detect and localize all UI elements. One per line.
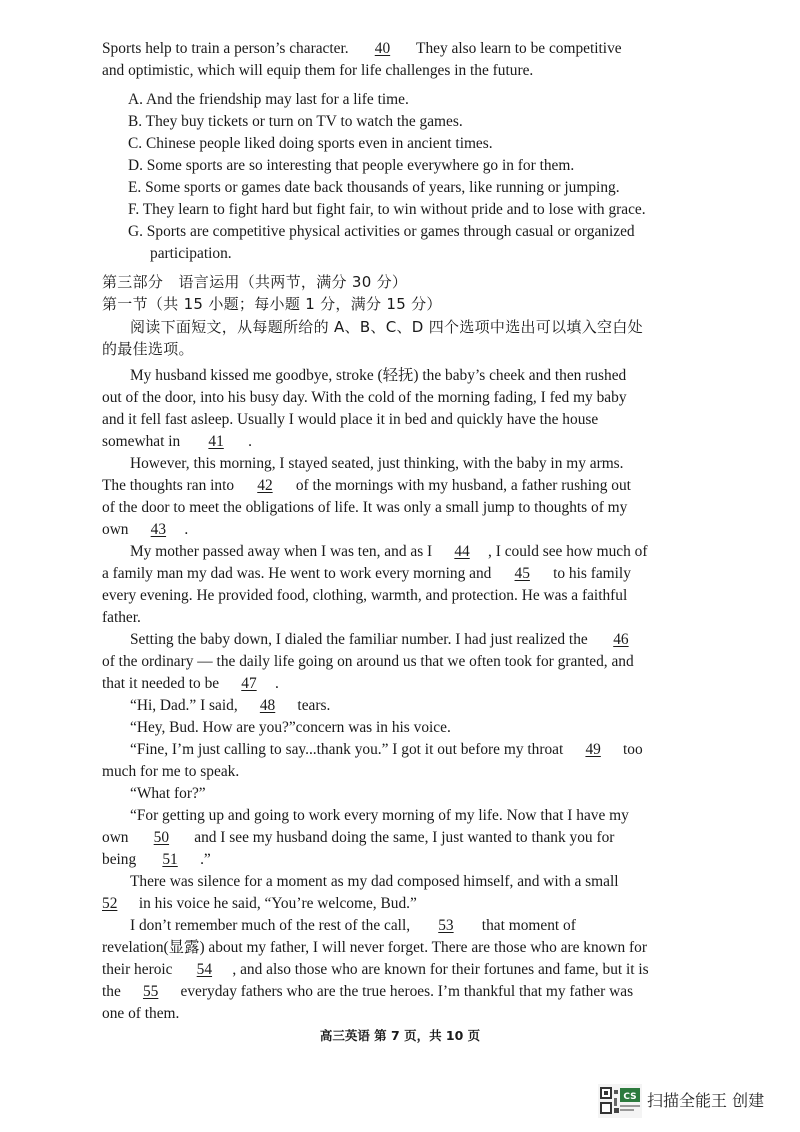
blank-40[interactable]: 40 [374,40,391,57]
story-line: The thoughts ran into 42 of the mornings with my husband, a father rushing out [102,477,631,494]
story-line: their heroic 54 , and also those who are known for their fortunes and fame, but it is [102,961,649,978]
blank-43[interactable]: 43 [150,521,167,538]
story-line: every evening. He provided food, clothing, warmth, and protection. He was a faithful [102,587,628,604]
story-line: one of them. [102,1005,180,1022]
blank-53[interactable]: 53 [438,917,454,934]
option-d: D. Some sports are so interesting that people everywhere go in for them. [128,157,575,174]
blank-44[interactable]: 44 [454,543,470,560]
blank-51[interactable]: 51 [162,851,178,868]
story-line: own 43 . [102,521,189,538]
option-g-cont: participation. [150,245,232,262]
option-f: F. They learn to fight hard but fight fair, to win without pride and to lose with grace. [128,201,646,218]
story-line: “For getting up and going to work every morning of my life. Now that I have my [130,807,629,824]
story-line: and it fell fast asleep. Usually I would place it in bed and quickly have the house [102,411,599,428]
blank-52[interactable]: 52 [102,895,118,912]
option-e: E. Some sports or games date back thousands of years, like running or jumping. [128,179,620,196]
camscanner-logo-icon [598,1084,642,1118]
logo-mark-text: CS [623,1092,637,1102]
story-line: However, this morning, I stayed seated, just thinking, with the baby in my arms. [130,455,624,472]
blank-42[interactable]: 42 [257,477,273,494]
part-title: 第三部分 语言运用（共两节，满分 30 分） [102,273,408,291]
blank-49[interactable]: 49 [585,741,601,758]
story-line: 52 in his voice he said, “You’re welcome, Bud.” [102,895,417,912]
story-line: My husband kissed me goodbye, stroke (轻抚) the baby’s cheek and then rushed [130,367,627,384]
story-line: I don’t remember much of the rest of the call, 53 that moment of [130,917,576,934]
story-line: somewhat in 41 . [102,433,252,450]
story-line: much for me to speak. [102,763,240,780]
instruction: 阅读下面短文，从每题所给的 A、B、C、D 四个选项中选出可以填入空白处 [130,318,643,336]
story-line: “Fine, I’m just calling to say...thank you.” I got it out before my throat 49 too [130,741,643,758]
blank-41[interactable]: 41 [208,433,224,450]
story-line: a family man my dad was. He went to work every morning and 45 to his family [102,565,631,582]
story-line: father. [102,609,141,626]
story-line: “What for?” [130,785,206,802]
page-footer: 高三英语 第 7 页，共 10 页 [319,1028,481,1043]
story-line: There was silence for a moment as my dad composed himself, and with a small [130,873,619,890]
option-c: C. Chinese people liked doing sports even in ancient times. [128,135,493,152]
blank-48[interactable]: 48 [259,697,276,714]
blank-46[interactable]: 46 [613,631,629,648]
story-line: own 50 and I see my husband doing the same, I just wanted to thank you for [102,829,615,846]
story-line: revelation(显露) about my father, I will never forget. There are those who are known for [102,939,647,956]
blank-45[interactable]: 45 [514,565,530,582]
passage-line: Sports help to train a person’s character. 40 They also learn to be competitive [102,40,622,57]
section-title: 第一节（共 15 小题；每小题 1 分，满分 15 分） [102,295,442,313]
story-line: My mother passed away when I was ten, and as I 44 , I could see how much of [130,543,648,560]
watermark-text: 扫描全能王 创建 [647,1091,765,1110]
blank-47[interactable]: 47 [241,675,257,692]
story-line: Setting the baby down, I dialed the familiar number. I had just realized the 46 [130,629,720,650]
blank-55[interactable]: 55 [142,983,159,1000]
passage-line: and optimistic, which will equip them for life challenges in the future. [102,62,534,79]
story-line: “Hey, Bud. How are you?”concern was in his voice. [130,719,451,736]
blank-54[interactable]: 54 [196,961,213,978]
story-line: of the door to meet the obligations of life. It was only a small jump to thoughts of my [102,499,628,516]
option-a: A. And the friendship may last for a life time. [128,91,409,108]
story-line: being 51 .” [102,851,211,868]
story-line: the 55 everyday fathers who are the true heroes. I’m thankful that my father was [102,983,634,1000]
story-line: “Hi, Dad.” I said, 48 tears. [130,697,331,714]
instruction-cont: 的最佳选项。 [102,340,194,358]
story-line: out of the door, into his busy day. With the cold of the morning fading, I fed my baby [102,389,627,406]
story-line: that it needed to be 47 . [102,675,279,692]
option-g: G. Sports are competitive physical activities or games through casual or organized [128,223,635,240]
story-line: of the ordinary — the daily life going on around us that we often took for granted, and [102,653,634,670]
option-b: B. They buy tickets or turn on TV to watch the games. [128,113,463,130]
blank-50[interactable]: 50 [153,829,170,846]
